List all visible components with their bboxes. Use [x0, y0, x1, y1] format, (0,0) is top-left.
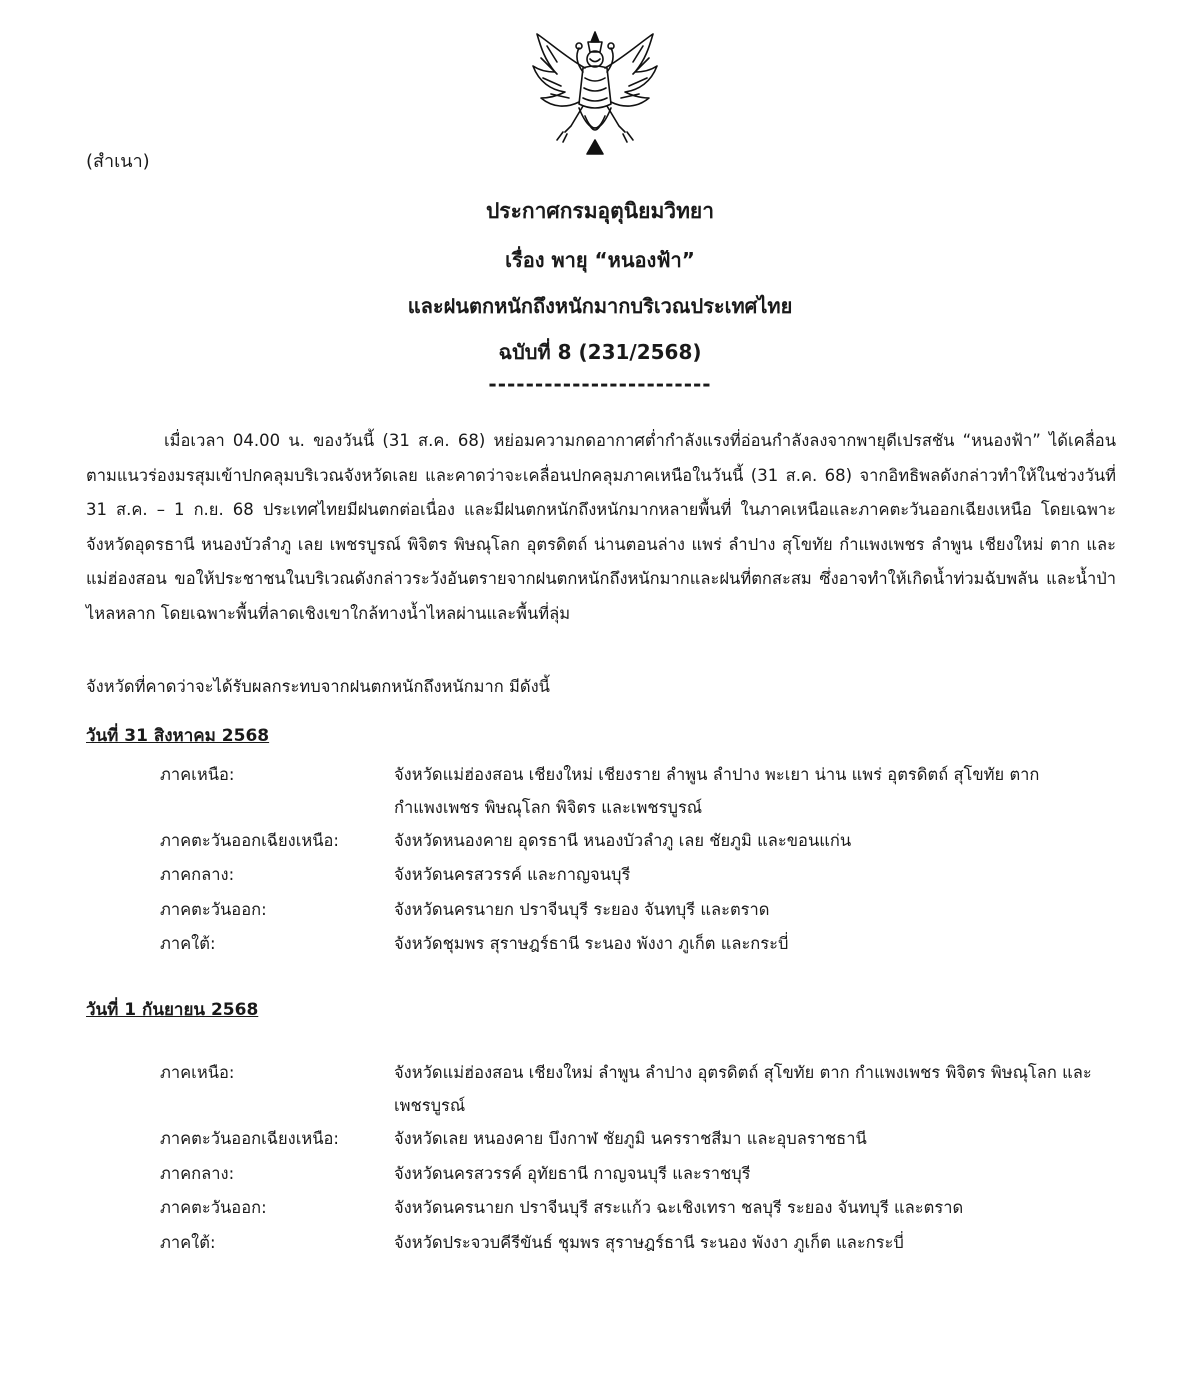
region-provinces: จังหวัดชุมพร สุราษฎร์ธานี ระนอง พังงา ภูเก็ต และกระบี่	[394, 934, 789, 953]
region-name: ภาคกลาง:	[160, 1164, 235, 1183]
affected-provinces-intro: จังหวัดที่คาดว่าจะได้รับผลกระทบจากฝนตกหนักถึงหนักมาก มีดังนี้	[86, 677, 550, 696]
region-name: ภาคตะวันออก:	[160, 900, 267, 919]
region-name: ภาคใต้:	[160, 1233, 216, 1252]
title-separator: ------------------------	[488, 372, 712, 396]
region-provinces: จังหวัดนครสวรรค์ อุทัยธานี กาญจนบุรี และราชบุรี	[394, 1164, 751, 1183]
region-name: ภาคใต้:	[160, 934, 216, 953]
announcement-issue-number: ฉบับที่ 8 (231/2568)	[498, 340, 702, 364]
region-name: ภาคกลาง:	[160, 865, 235, 884]
garuda-emblem-icon	[527, 28, 663, 158]
date-heading-1-sep: วันที่ 1 กันยายน 2568	[86, 1000, 259, 1020]
announcement-subject-line2: และฝนตกหนักถึงหนักมากบริเวณประเทศไทย	[407, 294, 793, 318]
region-name: ภาคตะวันออก:	[160, 1198, 267, 1217]
region-provinces: จังหวัดเลย หนองคาย บึงกาฬ ชัยภูมิ นครราชสีมา และอุบลราชธานี	[394, 1129, 867, 1148]
copy-mark: (สำเนา)	[86, 151, 150, 172]
announcement-body-text: เมื่อเวลา 04.00 น. ของวันนี้ (31 ส.ค. 68) หย่อมความกดอากาศต่ำกำลังแรงที่อ่อนกำลังลงจากพายุดีเปรสชัน “หนองฟ้า” ได้เคลื่อนตามแนวร่องมรสุมเข้าปกคลุมบริเวณจังหวัดเลย และคาดว่าจะเคลื่อนปกคลุมภาคเหนือในวันนี้ (31 ส.ค. 68) จากอิทธิพลดังกล่าวทำให้ในช่วงวันที่ 31 ส.ค. – 1 ก.ย. 68 ประเทศไทยมีฝนตกต่อเนื่อง และมีฝนตกหนักถึงหนักมากหลายพื้นที่ ในภาคเหนือและภาคตะวันออกเฉียงเหนือ โดยเฉพาะจังหวัดอุดรธานี หนองบัวลำภู เลย เพชรบูรณ์ พิจิตร พิษณุโลก อุตรดิตถ์ น่านตอนล่าง แพร่ ลำปาง สุโขทัย กำแพงเพชร ลำพูน เชียงใหม่ ตาก และแม่ฮ่องสอน ขอให้ประชาชนในบริเวณดังกล่าวระวังอันตรายจากฝนตกหนักถึงหนักมากและฝนที่ตกสะสม ซึ่งอาจทำให้เกิดน้ำท่วมฉับพลัน และน้ำป่าไหลหลาก โดยเฉพาะพื้นที่ลาดเชิงเขาใกล้ทางน้ำไหลผ่านและพื้นที่ลุ่ม	[86, 431, 1116, 623]
region-provinces: จังหวัดนครนายก ปราจีนบุรี สระแก้ว ฉะเชิงเทรา ชลบุรี ระยอง จันทบุรี และตราด	[394, 1198, 964, 1217]
region-name: ภาคเหนือ:	[160, 765, 235, 784]
region-provinces: จังหวัดหนองคาย อุดรธานี หนองบัวลำภู เลย ชัยภูมิ และขอนแก่น	[394, 831, 852, 850]
region-provinces: จังหวัดนครสวรรค์ และกาญจนบุรี	[394, 865, 631, 884]
region-provinces: จังหวัดแม่ฮ่องสอน เชียงใหม่ เชียงราย ลำพูน ลำปาง พะเยา น่าน แพร่ อุตรดิตถ์ สุโขทัย ตาก กำแพงเพชร พิษณุโลก พิจิตร และเพชรบูรณ์	[394, 765, 1040, 817]
region-provinces: จังหวัดนครนายก ปราจีนบุรี ระยอง จันทบุรี และตราด	[394, 900, 770, 919]
announcement-title: ประกาศกรมอุตุนิยมวิทยา	[485, 199, 715, 223]
region-name: ภาคตะวันออกเฉียงเหนือ:	[160, 1129, 339, 1148]
announcement-body	[86, 424, 1116, 632]
region-provinces: จังหวัดประจวบคีรีขันธ์ ชุมพร สุราษฎร์ธานี ระนอง พังงา ภูเก็ต และกระบี่	[394, 1233, 904, 1252]
announcement-subject: เรื่อง พายุ “หนองฟ้า”	[505, 248, 695, 272]
region-provinces: จังหวัดแม่ฮ่องสอน เชียงใหม่ ลำพูน ลำปาง อุตรดิตถ์ สุโขทัย ตาก กำแพงเพชร พิจิตร พิษณุโลก และเพชรบูรณ์	[394, 1063, 1092, 1115]
region-name: ภาคเหนือ:	[160, 1063, 235, 1082]
region-name: ภาคตะวันออกเฉียงเหนือ:	[160, 831, 339, 850]
date-heading-31-aug: วันที่ 31 สิงหาคม 2568	[86, 726, 270, 746]
